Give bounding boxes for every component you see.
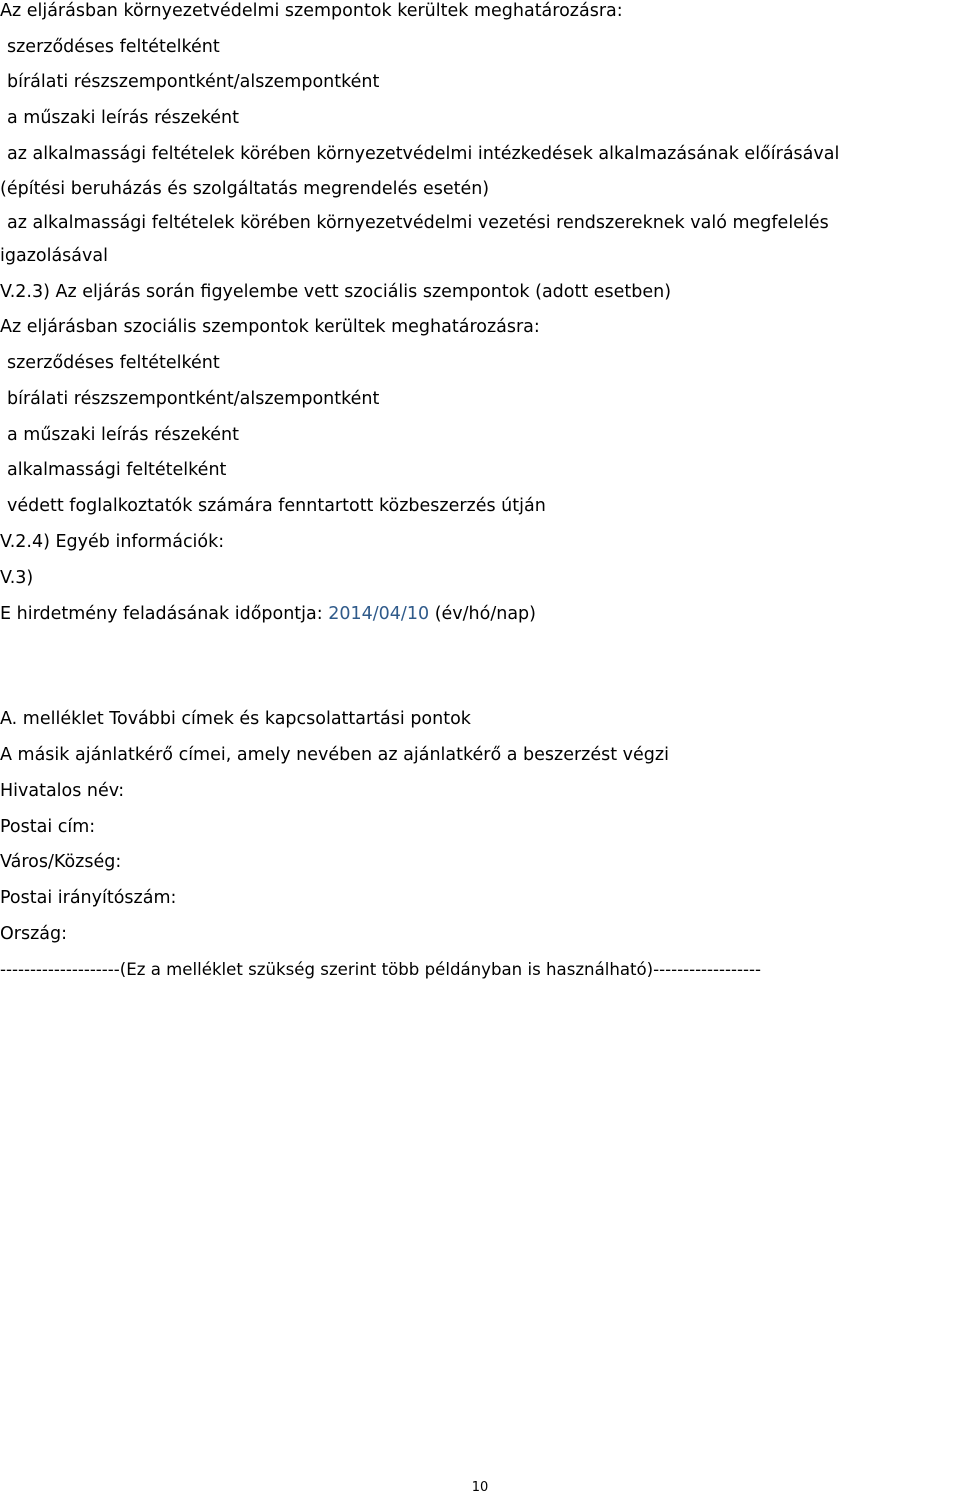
env-item-suitability-measures-cont: (építési beruházás és szolgáltatás megrendelés esetén) [0, 179, 490, 199]
social-item-sheltered: védett foglalkoztatók számára fenntartott közbeszerzés útján [7, 496, 546, 516]
section-v3-heading: V.3) [0, 568, 34, 588]
annex-field-country: Ország: [0, 924, 68, 944]
publication-date-label: E hirdetmény feladásának időpontja: [0, 604, 323, 624]
social-heading: V.2.3) Az eljárás során figyelembe vett szociális szempontok (adott esetben) [0, 282, 672, 302]
social-item-evaluation: bírálati részszempontként/alszempontként [7, 389, 380, 409]
publication-date-value: 2014/04/10 [328, 604, 430, 624]
publication-date-format: (év/hó/nap) [434, 604, 536, 624]
social-item-suitability: alkalmassági feltételként [7, 460, 227, 480]
annex-field-town: Város/Község: [0, 852, 122, 872]
annex-subtitle: A másik ajánlatkérő címei, amely nevében az ajánlatkérő a beszerzést végzi [0, 745, 669, 765]
social-intro: Az eljárásban szociális szempontok kerültek meghatározásra: [0, 317, 540, 337]
annex-title: A. melléklet További címek és kapcsolattartási pontok [0, 709, 471, 729]
env-item-suitability-measures: az alkalmassági feltételek körében környezetvédelmi intézkedések alkalmazásának előírásával [7, 144, 840, 164]
env-item-technical: a műszaki leírás részeként [7, 108, 239, 128]
env-item-contract: szerződéses feltételként [7, 37, 220, 57]
annex-field-official-name: Hivatalos név: [0, 781, 125, 801]
social-item-technical: a műszaki leírás részeként [7, 425, 239, 445]
page-number: 10 [471, 1480, 489, 1495]
other-info-heading: V.2.4) Egyéb információk: [0, 532, 225, 552]
publication-date-line [0, 603, 536, 625]
annex-field-postal-code: Postai irányítószám: [0, 888, 177, 908]
env-intro: Az eljárásban környezetvédelmi szempontok kerültek meghatározásra: [0, 1, 623, 21]
env-item-management-systems-cont: igazolásával [0, 246, 108, 266]
social-item-contract: szerződéses feltételként [7, 353, 220, 373]
env-item-management-systems: az alkalmassági feltételek körében környezetvédelmi vezetési rendszereknek való megfelelés [7, 213, 829, 233]
env-item-evaluation: bírálati részszempontként/alszempontként [7, 72, 380, 92]
annex-footer-note: --------------------(Ez a melléklet szükség szerint több példányban is használható)------------------ [0, 960, 761, 979]
annex-field-postal-address: Postai cím: [0, 817, 96, 837]
